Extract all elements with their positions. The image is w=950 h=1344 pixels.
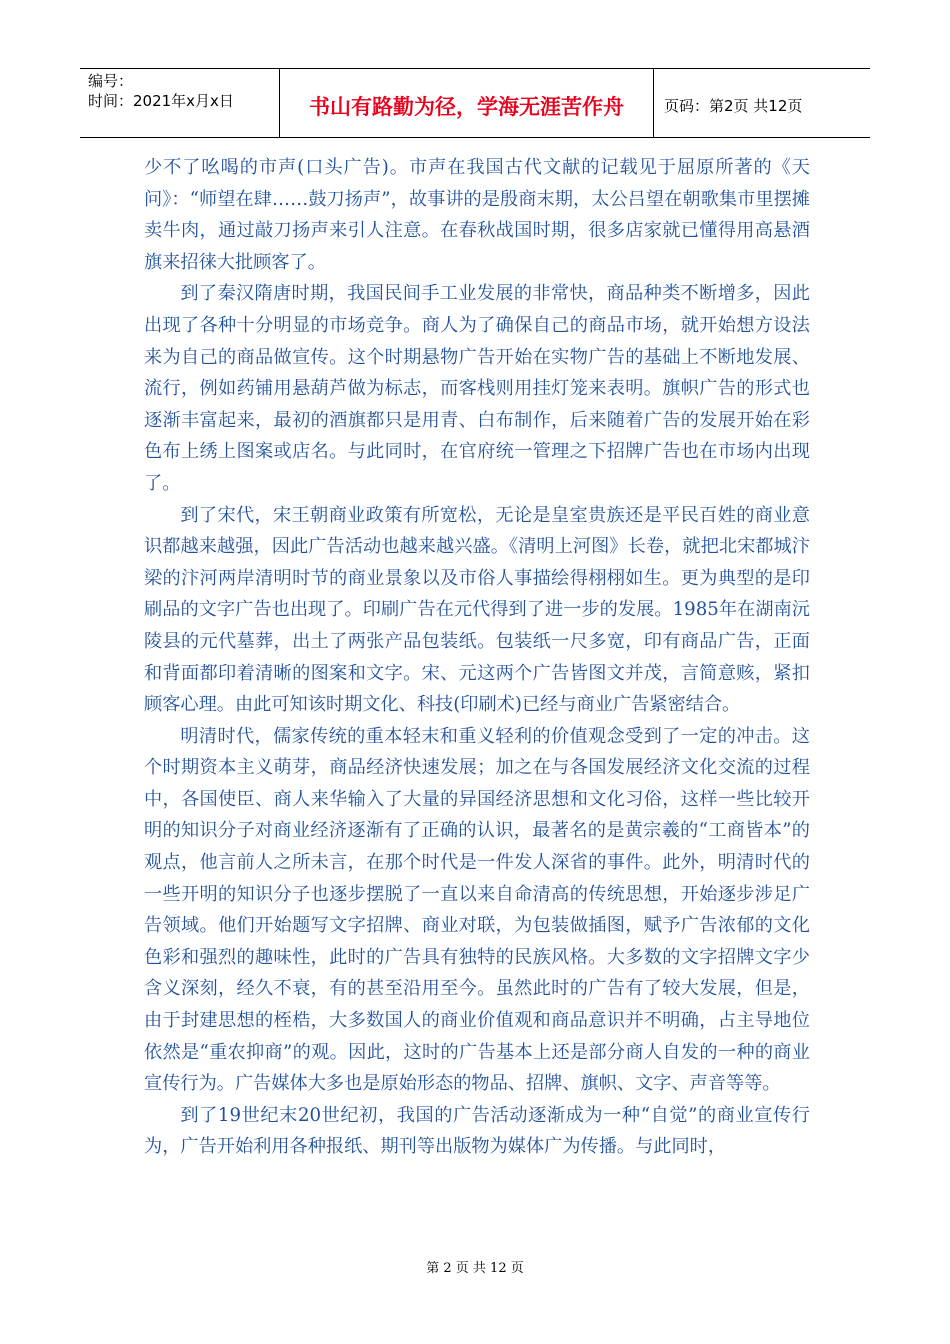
- document-body: [144, 152, 810, 1163]
- paragraph-5: 到了19世纪末20世纪初，我国的广告活动逐渐成为一种“自觉”的商业宣传行为，广告开始利用各种报纸、期刊等出版物为媒体广为传播。与此同时，: [144, 1104, 810, 1158]
- paragraph-1: 少不了吆喝的市声(口头广告)。市声在我国古代文献的记载见于屈原所著的《天问》：“师望在肆……鼓刀扬声”，故事讲的是殷商末期，太公吕望在朝歌集市里摆摊卖牛肉，通过敲刀扬声来引人注意。在春秋战国时期，很多店家就已懂得用高悬酒旗来招徕大批顾客了。: [144, 157, 810, 273]
- paragraph-2: 到了秦汉隋唐时期，我国民间手工业发展的非常快，商品种类不断增多，因此出现了各种十分明显的市场竞争。商人为了确保自己的商品市场，就开始想方设法来为自己的商品做宣传。这个时期悬物广告开始在实物广告的基础上不断地发展、流行，例如药铺用悬葫芦做为标志，而客栈则用挂灯笼来表明。旗帜广告的形式也逐渐丰富起来，最初的酒旗都只是用青、白布制作，后来随着广告的发展开始在彩色布上绣上图案或店名。与此同时，在官府统一管理之下招牌广告也在市场内出现了。: [144, 283, 810, 494]
- header-page-code: 页码：第2页 共12页: [664, 96, 803, 115]
- page-header: [80, 68, 870, 138]
- header-info: [80, 69, 280, 137]
- document-time: 时间：2021年x月x日: [88, 92, 234, 110]
- page-footer: 第 2 页 共 12 页: [426, 1261, 524, 1276]
- paragraph-4: 明清时代，儒家传统的重本轻末和重义轻利的价值观念受到了一定的冲击。这个时期资本主义萌芽，商品经济快速发展；加之在与各国发展经济文化交流的过程中，各国使臣、商人来华输入了大量的异国经济思想和文化习俗，这样一些比较开明的知识分子对商业经济逐渐有了正确的认识，最著名的是黄宗羲的“工商皆本”的观点，他言前人之所未言，在那个时代是一件发人深省的事件。此外，明清时代的一些开明的知识分子也逐步摆脱了一直以来自命清高的传统思想，开始逐步涉足广告领域。他们开始题写文字招牌、商业对联，为包装做插图，赋予广告浓郁的文化色彩和强烈的趣味性，此时的广告具有独特的民族风格。大多数的文字招牌文字少含义深刻，经久不衰，有的甚至沿用至今。虽然此时的广告有了较大发展，但是，由于封建思想的桎梏，大多数国人的商业价值观和商品意识并不明确，占主导地位依然是“重农抑商”的观。因此，这时的广告基本上还是部分商人自发的一种的商业宣传行为。广告媒体大多也是原始形态的物品、招牌、旗帜、文字、声音等等。: [144, 725, 810, 1095]
- document-number: 编号：: [88, 72, 134, 90]
- header-motto: 书山有路勤为径，学海无涯苦作舟: [280, 69, 654, 137]
- paragraph-3: 到了宋代，宋王朝商业政策有所宽松，无论是皇室贵族还是平民百姓的商业意识都越来越强，因此广告活动也越来越兴盛。《清明上河图》长卷，就把北宋都城汴梁的汴河两岸清明时节的商业景象以及市俗人事描绘得栩栩如生。更为典型的是印刷品的文字广告也出现了。印刷广告在元代得到了进一步的发展。1985年在湖南沅陵县的元代墓葬，出土了两张产品包装纸。包装纸一尺多宽，印有商品广告，正面和背面都印着清晰的图案和文字。宋、元这两个广告皆图文并茂，言简意赅，紧扣顾客心理。由此可知该时期文化、科技(印刷术)已经与商业广告紧密结合。: [144, 504, 810, 716]
